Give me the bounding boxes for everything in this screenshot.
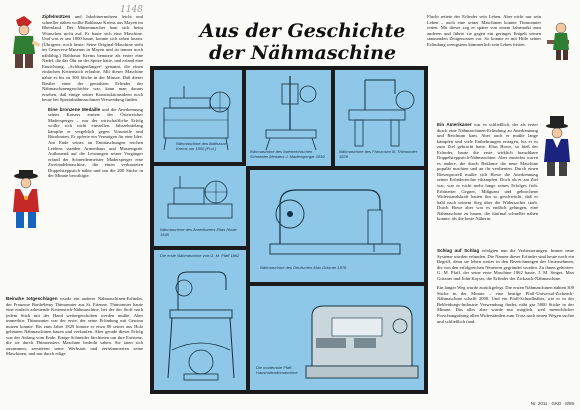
left-section-1 [6, 14, 143, 103]
right-section-2 [437, 248, 574, 281]
sewing-machines-panel [150, 66, 428, 394]
left-section-2-text: und die Anerkennung seines Kaisers erntete der Österreicher Madersperger – nur der wirtschaftliche Erfolg wollte sich nicht einstellen. Jahrzehntelang kämpfte er vergeblich gegen Vorurteile und Bürokraten. Er opferte ein Vermögen für eine Idee. Am Ende seines an Enttäuschungen reichen Leidens standen Armenhaus und Massengrab. Aufbauend auf die Leistungen seiner Vorgänger erfand der Schneidermeister Madersperger eine Zweinadelmaschine, die einen verknoteten Doppelsteppstich nähte und um die 200 Stiche in der Minute bewältigte. [48, 106, 143, 179]
right-section-1-heading: Ein Amerikaner [437, 122, 472, 127]
left-column-text [6, 14, 143, 246]
right-section-2-heading: Schlag auf Schlag [437, 248, 480, 253]
left-section-2-heading: Eine bronzene Medaille [48, 106, 101, 112]
title-line-1: Aus der Geschichte [199, 20, 406, 42]
left-section-2 [6, 107, 143, 179]
krems-machine-tile [154, 70, 242, 162]
left-section-1-heading: Zipfelmützen [42, 14, 71, 19]
footer-reference: Nr. 2011 · GKD · 8/89 [530, 401, 574, 406]
gritzner-machine-tile [250, 170, 424, 282]
right-section-1-text: war es schließlich, der als erster durch eine Nähmaschinen-Erfindung zu Anerkennung und Reichtum kam. Aber auch er mußte lange kämpfen und viele Entbehrungen ertragen, bis er es zum Ziel gebracht hatte. Elias Howe, so hieß der Erfinder, baute die erste wirklich brauchbare Doppelsteppstich-Nähmaschine. Aber zunächst waren es andere, die durch Reklame die neue Maschine populär machten und an ihr verdienten. Durch einen Riesenprozeß mußte sich Howe die Anerkennung seiner Erfinderrechte erkämpfen. Doch als er am Ziel war, war er nicht mehr lange seines Erfolges froh: Erbitterter Gegner, Mißgunst und gebrochene Widerstandskraft hatten ihn so geschwächt, daß er bald nach seinem Sieg über die Widersacher starb. Durch Howe aber war es endlich gelungen, eine Nähmaschine zu bauen, die fünfmal schneller nähen konnte, als die beste Näherin. [437, 122, 538, 222]
right-section-3-text: Ein langer Weg wurde zurückgelegt. Die ersten Nähmaschinen nähten 300 Stiche in der Minute – eine heutige Pfaff-Universal-Zickzack-Nähmaschine schafft 2000. Und ein Pfaff-Schnellnäher, wie er in der Bekleidungs-Industrie Verwendung findet, näht gar 5000 Stiche in der Minute. Das alles aber wurde nur möglich, weil menschlicher Forschungsdrang allen Widerständen zum Trotz nach neuen Wegen suchte und schließlich fand. [437, 285, 574, 324]
pfaff-1862-machine-tile [154, 250, 246, 390]
right-column-bottom-text [437, 248, 574, 398]
left-section-3-heading: Beinahe totgeschlagen [6, 296, 58, 301]
caption-krems: Nähmaschine des Balthasar Krems um 1800 (Fr.d.) [176, 141, 227, 151]
caption-pfaff-1862: Die erste Nähmaschine von G. M. Pfaff 1862 [160, 253, 240, 258]
left-section-3-text: wurde ein anderer Nähmaschinen-Erfinder, der Franzose Barthélemy Thimonnier aus St. Etienne. Thimonnier baute eine einfach arbeitende Kettenstich-Nähmaschine, bei der der Stoff nach jedem Stich mit der Hand weitergeschoben werden mußte. Aber immerhin: Thimonnier war der erste, der seine Erfindung mit Gewinn nutzen konnte. Bis zum Jahre 1829 konnte er etwa 80 seiner aus Holz gebauten Nähmaschinen bauen und verkaufen. Aber gerade dieser Erfolg war der Anfang vom Ende: Einige Schneider fürchteten um ihre Existenz, die sie durch Thimonniers Maschine bedroht sahen. Sie taten sich zusammen, zerstörten seine Werkstatt und zertrümmerten seine Maschinen, und nur durch eilige [6, 296, 143, 357]
left-column-bottom-text [6, 296, 143, 404]
right-intro-text: Flucht rettete der Erfinder sein Leben. Aber nicht nur sein Leben – auch eine seiner Maschinen konnte Thimonnier retten. Mit dieser zog er später von einem Jahrmarkt zum anderen und führte sie gegen ein geringes Entgelt seinen staunenden Zeitgenossen vor. So konnte er mit Hilfe seiner Erfindung wenigstens kümmerlich sein Leben fristen. [427, 14, 541, 47]
caption-thimonnier: Nähmaschine des Franzosen B. Thimonnier 1829 [339, 149, 418, 159]
howe-machine-tile [154, 166, 246, 246]
page-title [190, 20, 415, 64]
caption-gritzner: Nähmaschine des Deutschen Max Gritzner 1878 [260, 265, 347, 270]
caption-modern-pfaff: Die modernste Pfaff-Haushaltsnähmaschine [256, 365, 298, 375]
right-column-top-text [427, 14, 541, 114]
thimonnier-machine-tile [335, 70, 424, 166]
caption-madersperger: Nähmaschine des österreichischen Schneider-Meisters J. Madersperger 1839 [250, 149, 325, 159]
left-section-3 [6, 296, 143, 357]
madersperger-machine-tile [246, 70, 331, 166]
right-section-2-text: erfolgten nun die Verbesserungen. Immer neue Systeme wurden erfunden. Die Namen dieser Erfinder sind heute noch ein Begriff, denn sie leben weiter in den Bezeichnungen der Unternehmen, die von den erfolgreichen Neuerern gegründet wurden. Zu ihnen gehörten: G. M. Pfaff, der seine erste Maschine 1862 baute, J. M. Singer, Max Gritzner und John Kayser, die Erfinder der Zickzack-Nähmaschine. [437, 248, 574, 281]
handwritten-number: 1148 [120, 5, 143, 15]
thimonnier-illustration [545, 20, 575, 62]
title-line-2: der Nähmaschine [208, 42, 397, 64]
right-section-1 [437, 122, 538, 222]
pfaff-1862-machine-drawing [154, 250, 246, 390]
modern-pfaff-machine-tile [250, 286, 424, 390]
right-column-middle-text [437, 122, 538, 252]
left-section-1-text: und Jakobinermützen leicht und schneller nähen wollte Balthasar Krems aus Mayen im Rheinland. Der Mützenmacher baut sich beim Wünschen nicht auf: Er baute sich eine Maschine. Und was er um 1800 baute, konnte sich sehen lassen. (Übrigens: noch heute: Seine Original-Maschine steht im Genoveva-Museum in Mayen und ist immer noch nähfähig.) Balthasar Krems benutzte als erster eine Nadel, die das Öhr an der Spitze hatte, und erfand eine Einrichtung, „Schlingenfänger“ genannt, die einen einfachen Kettenstich erlaubte. Mit dieser Maschine nähte er bis zu 300 Stiche in der Minute. Daß dieser Bastler einer der genialsten Erfinder der Nähmaschinengeschichte war, kann man daraus ersehen, daß einige seiner Konstruktionsideen noch heute bei Spezialnähmaschinen Verwendung finden. [42, 14, 143, 103]
howe-illustration [538, 116, 576, 178]
caption-howe: Nähmaschine des Amerikaners Elias Howe 1845 [160, 227, 237, 237]
